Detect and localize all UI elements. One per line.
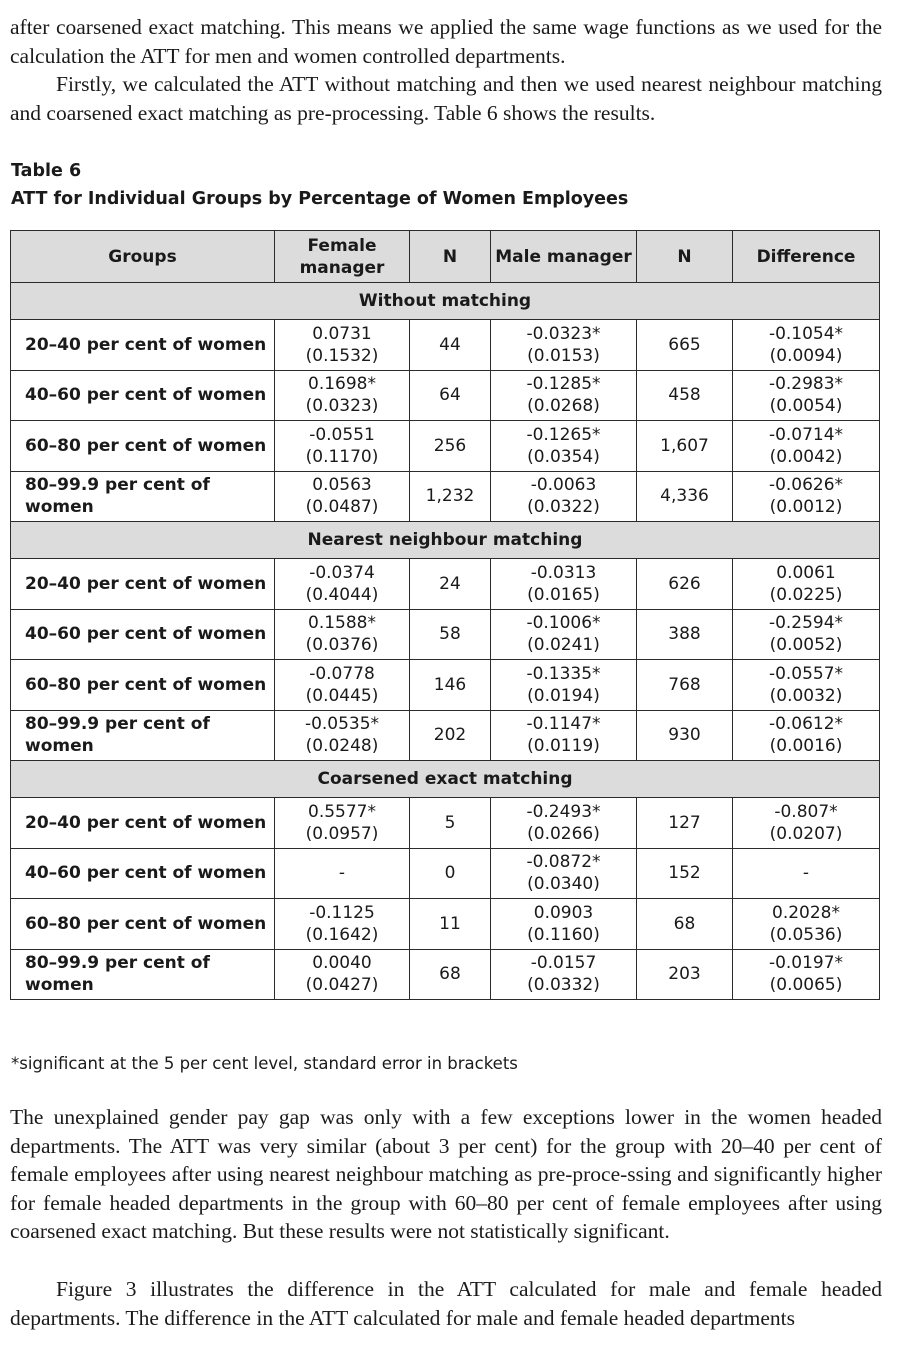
male-manager-cell xyxy=(491,899,637,950)
female-manager-cell-value: -0.0535* xyxy=(304,714,380,735)
male-manager-cell xyxy=(491,320,637,371)
difference-cell-standard-error: (0.0032) xyxy=(769,685,843,706)
n-female-cell: 58 xyxy=(410,609,491,660)
paragraph-discussion: The unexplained gender pay gap was only with a few exceptions lower in the women headed departments. The ATT was very similar (about 3 per cent) for the group with 20–40 per cent of female employees after using nearest neighbour matching as pre-proce-ssing and significantly higher for female headed departments in the group with 60–80 per cent of female employees after using coarsened exact matching. But these results were not statistically significant. xyxy=(10,1105,882,1244)
difference-cell xyxy=(733,421,880,472)
female-manager-cell xyxy=(275,798,410,849)
female-manager-cell-value: 0.0731 xyxy=(312,323,372,344)
male-manager-cell-standard-error: (0.0153) xyxy=(527,345,600,366)
n-male-cell: 458 xyxy=(637,370,733,421)
difference-cell-value: -0.0612* xyxy=(768,714,844,735)
n-male-cell: 626 xyxy=(637,559,733,610)
difference-cell-value: 0.2028* xyxy=(772,902,840,923)
n-female-cell: 44 xyxy=(410,320,491,371)
table-row xyxy=(11,320,880,371)
difference-cell xyxy=(733,660,880,711)
male-manager-cell-value: -0.0323* xyxy=(526,323,601,344)
male-manager-cell-standard-error: (0.0119) xyxy=(527,736,600,757)
table-row xyxy=(11,710,880,761)
n-female-cell: 11 xyxy=(410,899,491,950)
table-row xyxy=(11,370,880,421)
n-female-cell: 68 xyxy=(410,949,491,1000)
section-row xyxy=(11,522,880,559)
female-manager-cell-value: -0.0551 xyxy=(309,424,375,445)
difference-cell-standard-error: (0.0225) xyxy=(769,584,843,605)
table-row xyxy=(11,421,880,472)
difference-cell-value: -0.0197* xyxy=(768,953,844,974)
header-n-female: N xyxy=(410,231,491,283)
header-female-manager xyxy=(275,231,410,283)
difference-cell xyxy=(733,609,880,660)
female-manager-cell-value: -0.0778 xyxy=(309,663,375,684)
male-manager-cell xyxy=(491,798,637,849)
male-manager-cell xyxy=(491,421,637,472)
difference-cell-value: -0.0626* xyxy=(768,475,844,496)
n-female-cell: 64 xyxy=(410,370,491,421)
group-cell: 40–60 per cent of women xyxy=(11,848,275,899)
n-female-cell: 0 xyxy=(410,848,491,899)
male-manager-cell xyxy=(491,609,637,660)
male-manager-cell-standard-error: (0.1160) xyxy=(527,924,600,945)
male-manager-cell-value: -0.1006* xyxy=(526,613,601,634)
group-cell: 80–99.9 per cent of women xyxy=(11,471,275,522)
male-manager-cell-value: -0.2493* xyxy=(526,801,601,822)
male-manager-cell xyxy=(491,949,637,1000)
header-female-manager-line2: manager xyxy=(299,257,385,278)
n-male-cell: 203 xyxy=(637,949,733,1000)
table-row xyxy=(11,609,880,660)
male-manager-cell-standard-error: (0.0340) xyxy=(527,874,600,895)
female-manager-cell-value: -0.0374 xyxy=(309,562,375,583)
group-cell: 60–80 per cent of women xyxy=(11,421,275,472)
difference-cell-value: - xyxy=(802,863,810,884)
male-manager-cell xyxy=(491,471,637,522)
female-manager-cell xyxy=(275,949,410,1000)
n-male-cell: 388 xyxy=(637,609,733,660)
n-female-cell: 256 xyxy=(410,421,491,472)
n-female-cell: 1,232 xyxy=(410,471,491,522)
male-manager-cell xyxy=(491,559,637,610)
difference-cell-standard-error: (0.0012) xyxy=(769,497,843,518)
section-row xyxy=(11,761,880,798)
male-manager-cell xyxy=(491,660,637,711)
section-title: Without matching xyxy=(11,283,880,320)
group-cell: 80–99.9 per cent of women xyxy=(11,710,275,761)
paragraph-intro: after coarsened exact matching. This means we applied the same wage functions as we used for the calculation the ATT for men and women controlled departments. xyxy=(10,15,882,68)
difference-cell xyxy=(733,559,880,610)
table-row xyxy=(11,660,880,711)
female-manager-cell-value: -0.1125 xyxy=(309,902,375,923)
section-title: Coarsened exact matching xyxy=(11,761,880,798)
male-manager-cell xyxy=(491,710,637,761)
n-male-cell: 665 xyxy=(637,320,733,371)
section-title: Nearest neighbour matching xyxy=(11,522,880,559)
male-manager-cell-standard-error: (0.0165) xyxy=(527,584,600,605)
male-manager-cell xyxy=(491,848,637,899)
difference-cell-standard-error: (0.0065) xyxy=(769,975,843,996)
female-manager-cell-value: 0.0563 xyxy=(312,475,372,496)
female-manager-cell xyxy=(275,899,410,950)
difference-cell xyxy=(733,798,880,849)
female-manager-cell-standard-error: (0.0445) xyxy=(305,685,379,706)
header-n-male: N xyxy=(637,231,733,283)
header-difference: Difference xyxy=(733,231,880,283)
male-manager-cell-value: -0.0313 xyxy=(530,562,597,583)
n-male-cell: 930 xyxy=(637,710,733,761)
difference-cell xyxy=(733,320,880,371)
n-female-cell: 146 xyxy=(410,660,491,711)
group-cell: 60–80 per cent of women xyxy=(11,660,275,711)
difference-cell-value: -0.2983* xyxy=(768,374,844,395)
difference-cell-value: 0.0061 xyxy=(776,562,836,583)
group-cell: 40–60 per cent of women xyxy=(11,609,275,660)
female-manager-cell xyxy=(275,370,410,421)
table-row xyxy=(11,949,880,1000)
difference-cell-value: -0.0557* xyxy=(768,663,844,684)
table-label: Table 6 xyxy=(11,161,82,181)
female-manager-cell xyxy=(275,609,410,660)
n-female-cell: 5 xyxy=(410,798,491,849)
difference-cell-standard-error: (0.0016) xyxy=(769,736,843,757)
paragraph-method: Firstly, we calculated the ATT without matching and then we used nearest neighbour matching and coarsened exact matching as pre-processing. Table 6 shows the results. xyxy=(10,72,882,125)
difference-cell-value: -0.2594* xyxy=(768,613,844,634)
table-body xyxy=(11,283,880,1000)
male-manager-cell-standard-error: (0.0354) xyxy=(527,446,600,467)
difference-cell-value: -0.0714* xyxy=(768,424,844,445)
difference-cell-standard-error: (0.0536) xyxy=(769,924,843,945)
female-manager-cell-standard-error: (0.1170) xyxy=(305,446,379,467)
header-male-manager: Male manager xyxy=(491,231,637,283)
female-manager-cell xyxy=(275,320,410,371)
n-female-cell: 24 xyxy=(410,559,491,610)
table-row xyxy=(11,899,880,950)
paragraph-figure-reference: Figure 3 illustrates the difference in the ATT calculated for male and female headed departments. The difference in the ATT calculated for male and female headed departments xyxy=(10,1277,882,1330)
results-table xyxy=(10,230,880,1000)
table-row xyxy=(11,798,880,849)
difference-cell xyxy=(733,471,880,522)
table-header-row xyxy=(11,231,880,283)
n-male-cell: 127 xyxy=(637,798,733,849)
male-manager-cell-value: -0.0157 xyxy=(530,953,597,974)
header-female-manager-line1: Female xyxy=(307,235,377,256)
male-manager-cell-standard-error: (0.0194) xyxy=(527,685,600,706)
n-female-cell: 202 xyxy=(410,710,491,761)
n-male-cell: 1,607 xyxy=(637,421,733,472)
female-manager-cell xyxy=(275,848,410,899)
difference-cell xyxy=(733,848,880,899)
female-manager-cell-standard-error: (0.1532) xyxy=(305,345,379,366)
male-manager-cell-value: -0.0872* xyxy=(526,852,601,873)
male-manager-cell-value: -0.1147* xyxy=(526,714,601,735)
group-cell: 40–60 per cent of women xyxy=(11,370,275,421)
male-manager-cell-value: -0.1335* xyxy=(526,663,601,684)
female-manager-cell-standard-error: (0.0248) xyxy=(305,736,379,757)
section-row xyxy=(11,283,880,320)
male-manager-cell-standard-error: (0.0241) xyxy=(527,635,600,656)
difference-cell-standard-error: (0.0094) xyxy=(769,345,843,366)
n-male-cell: 4,336 xyxy=(637,471,733,522)
male-manager-cell-standard-error: (0.0322) xyxy=(527,497,600,518)
female-manager-cell xyxy=(275,660,410,711)
n-male-cell: 768 xyxy=(637,660,733,711)
female-manager-cell-standard-error: (0.1642) xyxy=(305,924,379,945)
group-cell: 80–99.9 per cent of women xyxy=(11,949,275,1000)
female-manager-cell-standard-error: (0.0427) xyxy=(305,975,379,996)
female-manager-cell xyxy=(275,421,410,472)
group-cell: 20–40 per cent of women xyxy=(11,798,275,849)
header-groups: Groups xyxy=(11,231,275,283)
table-row xyxy=(11,559,880,610)
female-manager-cell-value: 0.5577* xyxy=(308,801,376,822)
female-manager-cell-value: 0.0040 xyxy=(312,953,372,974)
female-manager-cell-value: - xyxy=(338,863,346,884)
difference-cell xyxy=(733,949,880,1000)
n-male-cell: 152 xyxy=(637,848,733,899)
n-male-cell: 68 xyxy=(637,899,733,950)
group-cell: 20–40 per cent of women xyxy=(11,320,275,371)
group-cell: 20–40 per cent of women xyxy=(11,559,275,610)
table-row xyxy=(11,471,880,522)
difference-cell-standard-error: (0.0042) xyxy=(769,446,843,467)
male-manager-cell-standard-error: (0.0268) xyxy=(527,396,600,417)
difference-cell-value: -0.807* xyxy=(774,801,838,822)
male-manager-cell-value: -0.0063 xyxy=(530,475,597,496)
male-manager-cell-value: 0.0903 xyxy=(533,902,594,923)
male-manager-cell-standard-error: (0.0266) xyxy=(527,823,600,844)
difference-cell-value: -0.1054* xyxy=(768,323,844,344)
female-manager-cell-standard-error: (0.0323) xyxy=(305,396,379,417)
difference-cell-standard-error: (0.0052) xyxy=(769,635,843,656)
difference-cell xyxy=(733,710,880,761)
difference-cell-standard-error: (0.0054) xyxy=(769,396,843,417)
difference-cell-standard-error: (0.0207) xyxy=(769,823,843,844)
male-manager-cell-standard-error: (0.0332) xyxy=(527,975,600,996)
female-manager-cell-standard-error: (0.0957) xyxy=(305,823,379,844)
female-manager-cell xyxy=(275,559,410,610)
female-manager-cell xyxy=(275,710,410,761)
table-title: ATT for Individual Groups by Percentage of Women Employees xyxy=(11,189,629,209)
difference-cell xyxy=(733,899,880,950)
female-manager-cell-standard-error: (0.4044) xyxy=(305,584,379,605)
table-row xyxy=(11,848,880,899)
female-manager-cell xyxy=(275,471,410,522)
female-manager-cell-standard-error: (0.0376) xyxy=(305,635,379,656)
difference-cell xyxy=(733,370,880,421)
female-manager-cell-value: 0.1698* xyxy=(308,374,376,395)
male-manager-cell-value: -0.1265* xyxy=(526,424,601,445)
female-manager-cell-standard-error: (0.0487) xyxy=(305,497,379,518)
male-manager-cell xyxy=(491,370,637,421)
male-manager-cell-value: -0.1285* xyxy=(526,374,601,395)
female-manager-cell-value: 0.1588* xyxy=(308,613,376,634)
table-footnote: *significant at the 5 per cent level, standard error in brackets xyxy=(11,1054,518,1073)
group-cell: 60–80 per cent of women xyxy=(11,899,275,950)
